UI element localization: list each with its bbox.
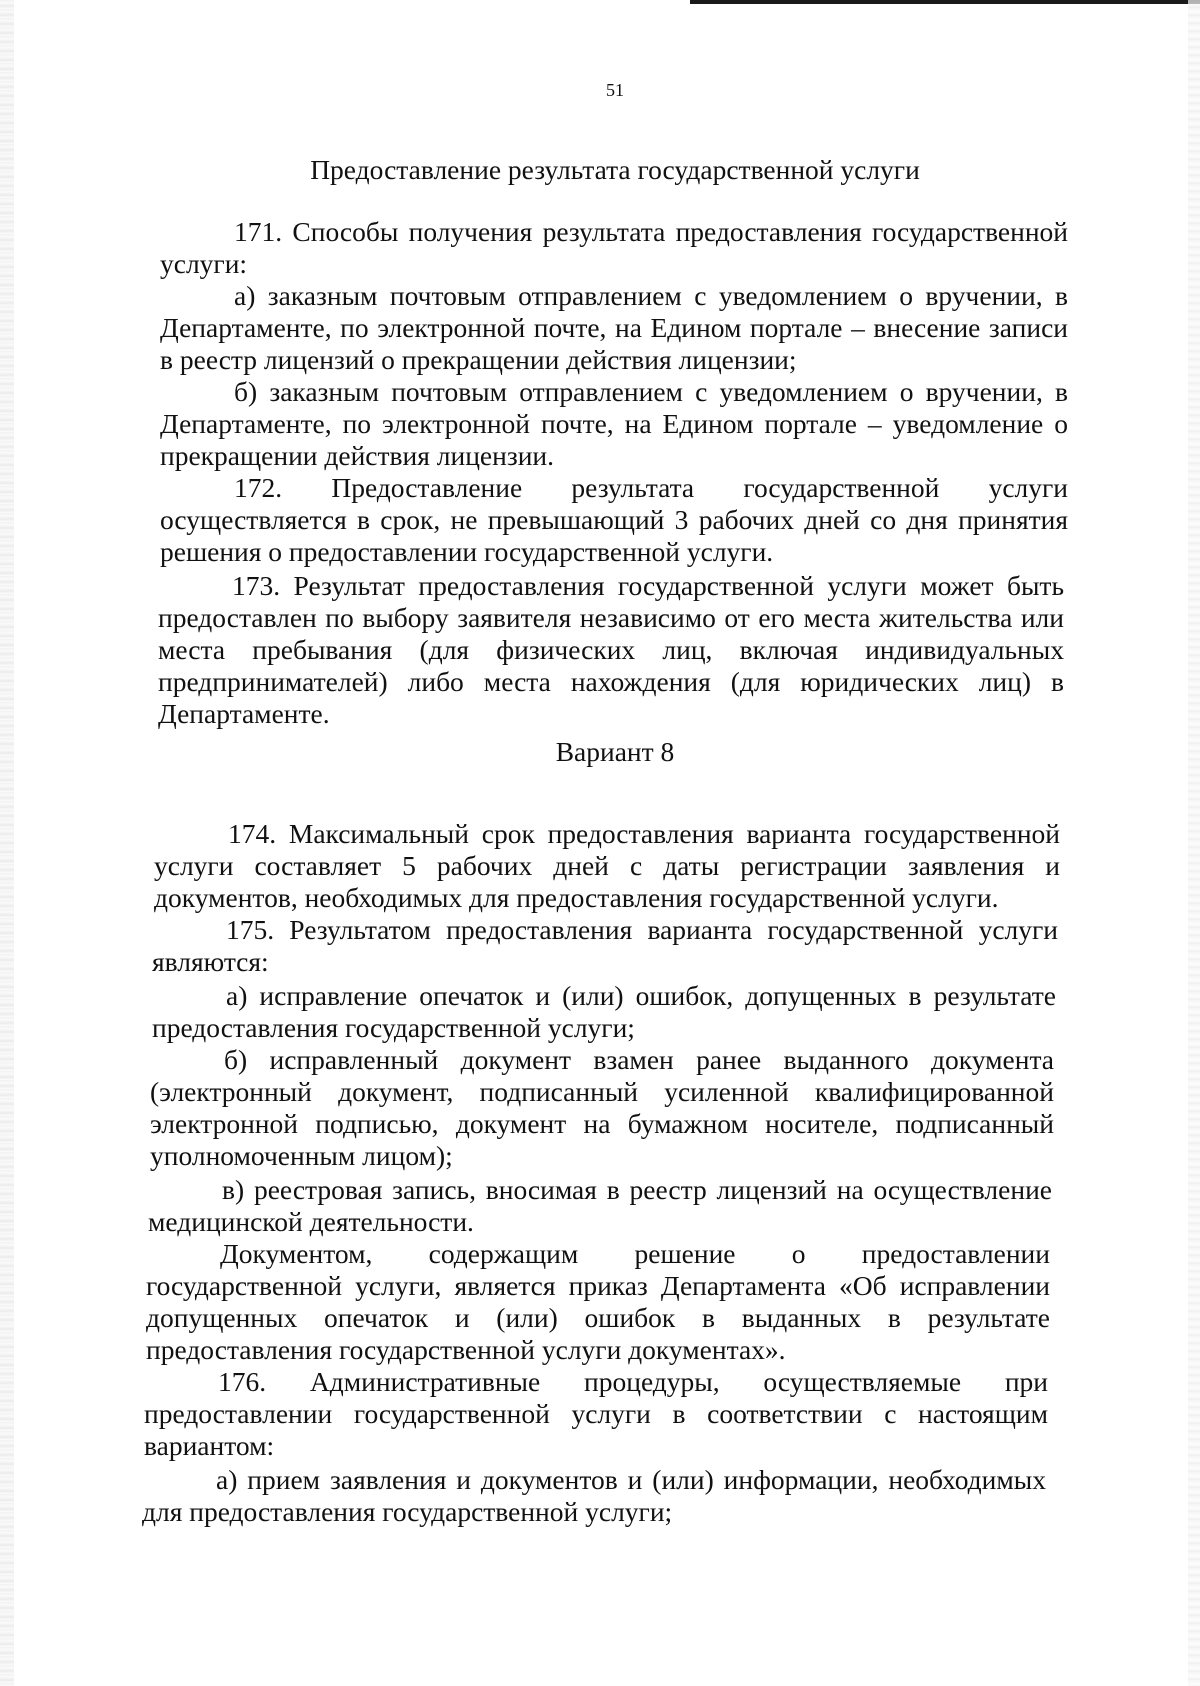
paragraph-174: 174. Максимальный срок предоставления варианта государственной услуги составляет 5 рабочих дней с даты регистрации заявления и документов, необходимых для предоставления государственной услуги. [154, 818, 1060, 913]
paragraph-175-b: б) исправленный документ взамен ранее выданного документа (электронный документ, подписанный усиленной квалифицированной электронной подписью, документ на бумажном носителе, подписанный уполномоченным лицом); [150, 1044, 1054, 1171]
paragraph-decision-document: Документом, содержащим решение о предоставлении государственной услуги, является приказ Департамента «Об исправлении допущенных опечаток и (или) ошибок в выданных в результате предоставления государственной услуги документах». [146, 1238, 1050, 1365]
variant-heading: Вариант 8 [555, 736, 675, 767]
paragraph-172: 172. Предоставление результата государственной услуги осуществляется в срок, не превышающий 3 рабочих дней со дня принятия решения о предоставлении государственной услуги. [160, 472, 1068, 567]
page-number: 51 [606, 80, 624, 100]
paragraph-176: 176. Административные процедуры, осуществляемые при предоставлении государственной услуги в соответствии с настоящим вариантом: [144, 1366, 1048, 1461]
section-heading: Предоставление результата государственной услуги [310, 154, 920, 185]
paragraph-171-b: б) заказным почтовым отправлением с уведомлением о вручении, в Департаменте, по электронной почте, на Едином портале – уведомление о прекращении действия лицензии. [160, 376, 1068, 471]
paragraph-171-a: а) заказным почтовым отправлением с уведомлением о вручении, в Департаменте, по электронной почте, на Едином портале – внесение записи в реестр лицензий о прекращении действия лицензии; [160, 280, 1068, 375]
paragraph-175: 175. Результатом предоставления варианта государственной услуги являются: [152, 914, 1058, 977]
paragraph-175-a: а) исправление опечаток и (или) ошибок, допущенных в результате предоставления государственной услуги; [152, 980, 1056, 1043]
paragraph-173: 173. Результат предоставления государственной услуги может быть предоставлен по выбору заявителя независимо от его места жительства или места пребывания (для физических лиц, включая индивидуальных предпринимателей) либо места нахождения (для юридических лиц) в Департаменте. [158, 570, 1064, 729]
scan-top-rule [690, 0, 1200, 4]
paragraph-175-v: в) реестровая запись, вносимая в реестр лицензий на осуществление медицинской деятельности. [148, 1174, 1052, 1237]
paragraph-171: 171. Способы получения результата предоставления государственной услуги: [160, 216, 1068, 279]
scan-right-edge [1188, 0, 1200, 1686]
scan-left-edge [0, 0, 14, 1686]
paragraph-176-a: а) прием заявления и документов и (или) информации, необходимых для предоставления государственной услуги; [142, 1464, 1046, 1527]
